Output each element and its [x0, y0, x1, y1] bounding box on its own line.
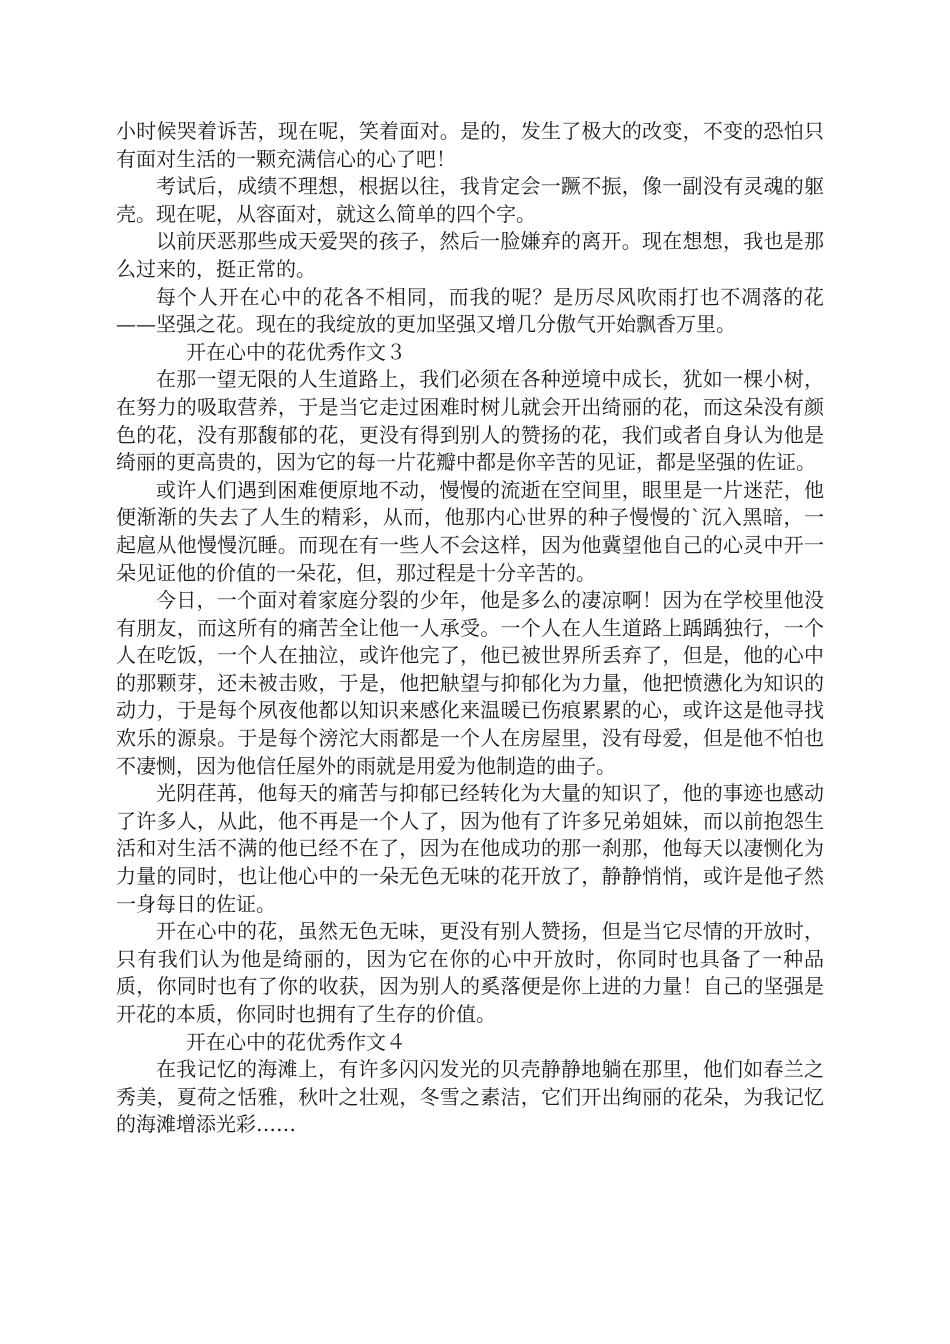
- paragraph: 在那一望无限的人生道路上，我们必须在各种逆境中成长，犹如一棵小树，在努力的吸取营养，于是当它走过困难时树儿就会开出绮丽的花，而这朵没有颜色的花，没有那馥郁的花，更没有得到别人的赞扬的花，我们或者自身认为他是绮丽的更高贵的，因为它的每一片花瓣中都是你辛苦的见证，都是坚强的佐证。: [116, 367, 824, 475]
- paragraph: 在我记忆的海滩上，有许多闪闪发光的贝壳静静地躺在那里，他们如春兰之秀美，夏荷之恬雅，秋叶之壮观，冬雪之素洁，它们开出绚丽的花朵，为我记忆的海滩增添光彩……: [116, 1057, 824, 1137]
- paragraph: 小时候哭着诉苦，现在呢，笑着面对。是的，发生了极大的改变，不变的恐怕只有面对生活的一颗充满信心的心了吧！: [116, 119, 824, 171]
- paragraph: 今日，一个面对着家庭分裂的少年，他是多么的凄凉啊！因为在学校里他没有朋友，而这所有的痛苦全让他一人承受。一个人在人生道路上踽踽独行，一个人在吃饭，一个人在抽泣，或许他完了，他已被世界所丢弃了，但是，他的心中的那颗芽，还未被击败，于是，他把觖望与抑郁化为力量，他把愤懑化为知识的动力，于是每个夙夜他都以知识来感化来温暖已伤痕累累的心，或许这是他寻找欢乐的源泉。于是每个滂沱大雨都是一个人在房屋里，没有母爱，但是他不怕也不凄恻，因为他信任屋外的雨就是用爱为他制造的曲子。: [116, 588, 824, 778]
- paragraph: 考试后，成绩不理想，根据以往，我肯定会一蹶不振，像一副没有灵魂的躯壳。现在呢，从容面对，就这么简单的四个字。: [116, 174, 824, 226]
- paragraph: 每个人开在心中的花各不相同，而我的呢？是历尽风吹雨打也不凋落的花——坚强之花。现在的我绽放的更加坚强又增几分傲气开始飘香万里。: [116, 284, 824, 337]
- paragraph: 或许人们遇到困难便原地不动，慢慢的流逝在空间里，眼里是一片迷茫，他便渐渐的失去了人生的精彩，从而，他那内心世界的种子慢慢的`沉入黑暗，一起扈从他慢慢沉睡。而现在有一些人不会这样，因为他冀望他自己的心灵中开一朵见证他的价值的一朵花，但，那过程是十分辛苦的。: [116, 477, 824, 585]
- paragraph: 开在心中的花，虽然无色无味，更没有别人赞扬，但是当它尽情的开放时，只有我们认为他是绮丽的，因为它在你的心中开放时，你同时也具备了一种品质，你同时也有了你的收获，因为别人的奚落便是你上进的力量！自己的坚强是开花的本质，你同时也拥有了生存的价值。: [116, 919, 824, 1026]
- document-page: [116, 118, 824, 1139]
- paragraph: 以前厌恶那些成天爱哭的孩子，然后一脸嫌弃的离开。现在想想，我也是那么过来的，挺正常的。: [116, 229, 824, 281]
- section-heading: 开在心中的花优秀作文３: [186, 339, 406, 364]
- section-heading: 开在心中的花优秀作文４: [186, 1029, 406, 1054]
- paragraph: 光阴荏苒，他每天的痛苦与抑郁已经转化为大量的知识了，他的事迹也感动了许多人，从此，他不再是一个人了，因为他有了许多兄弟姐妹，而以前抱怨生活和对生活不满的他已经不在了，因为在他成功的那一刹那，他每天以凄恻化为力量的同时，也让他心中的一朵无色无味的花开放了，静静悄悄，或许是他孑然一身每日的佐证。: [116, 781, 824, 916]
